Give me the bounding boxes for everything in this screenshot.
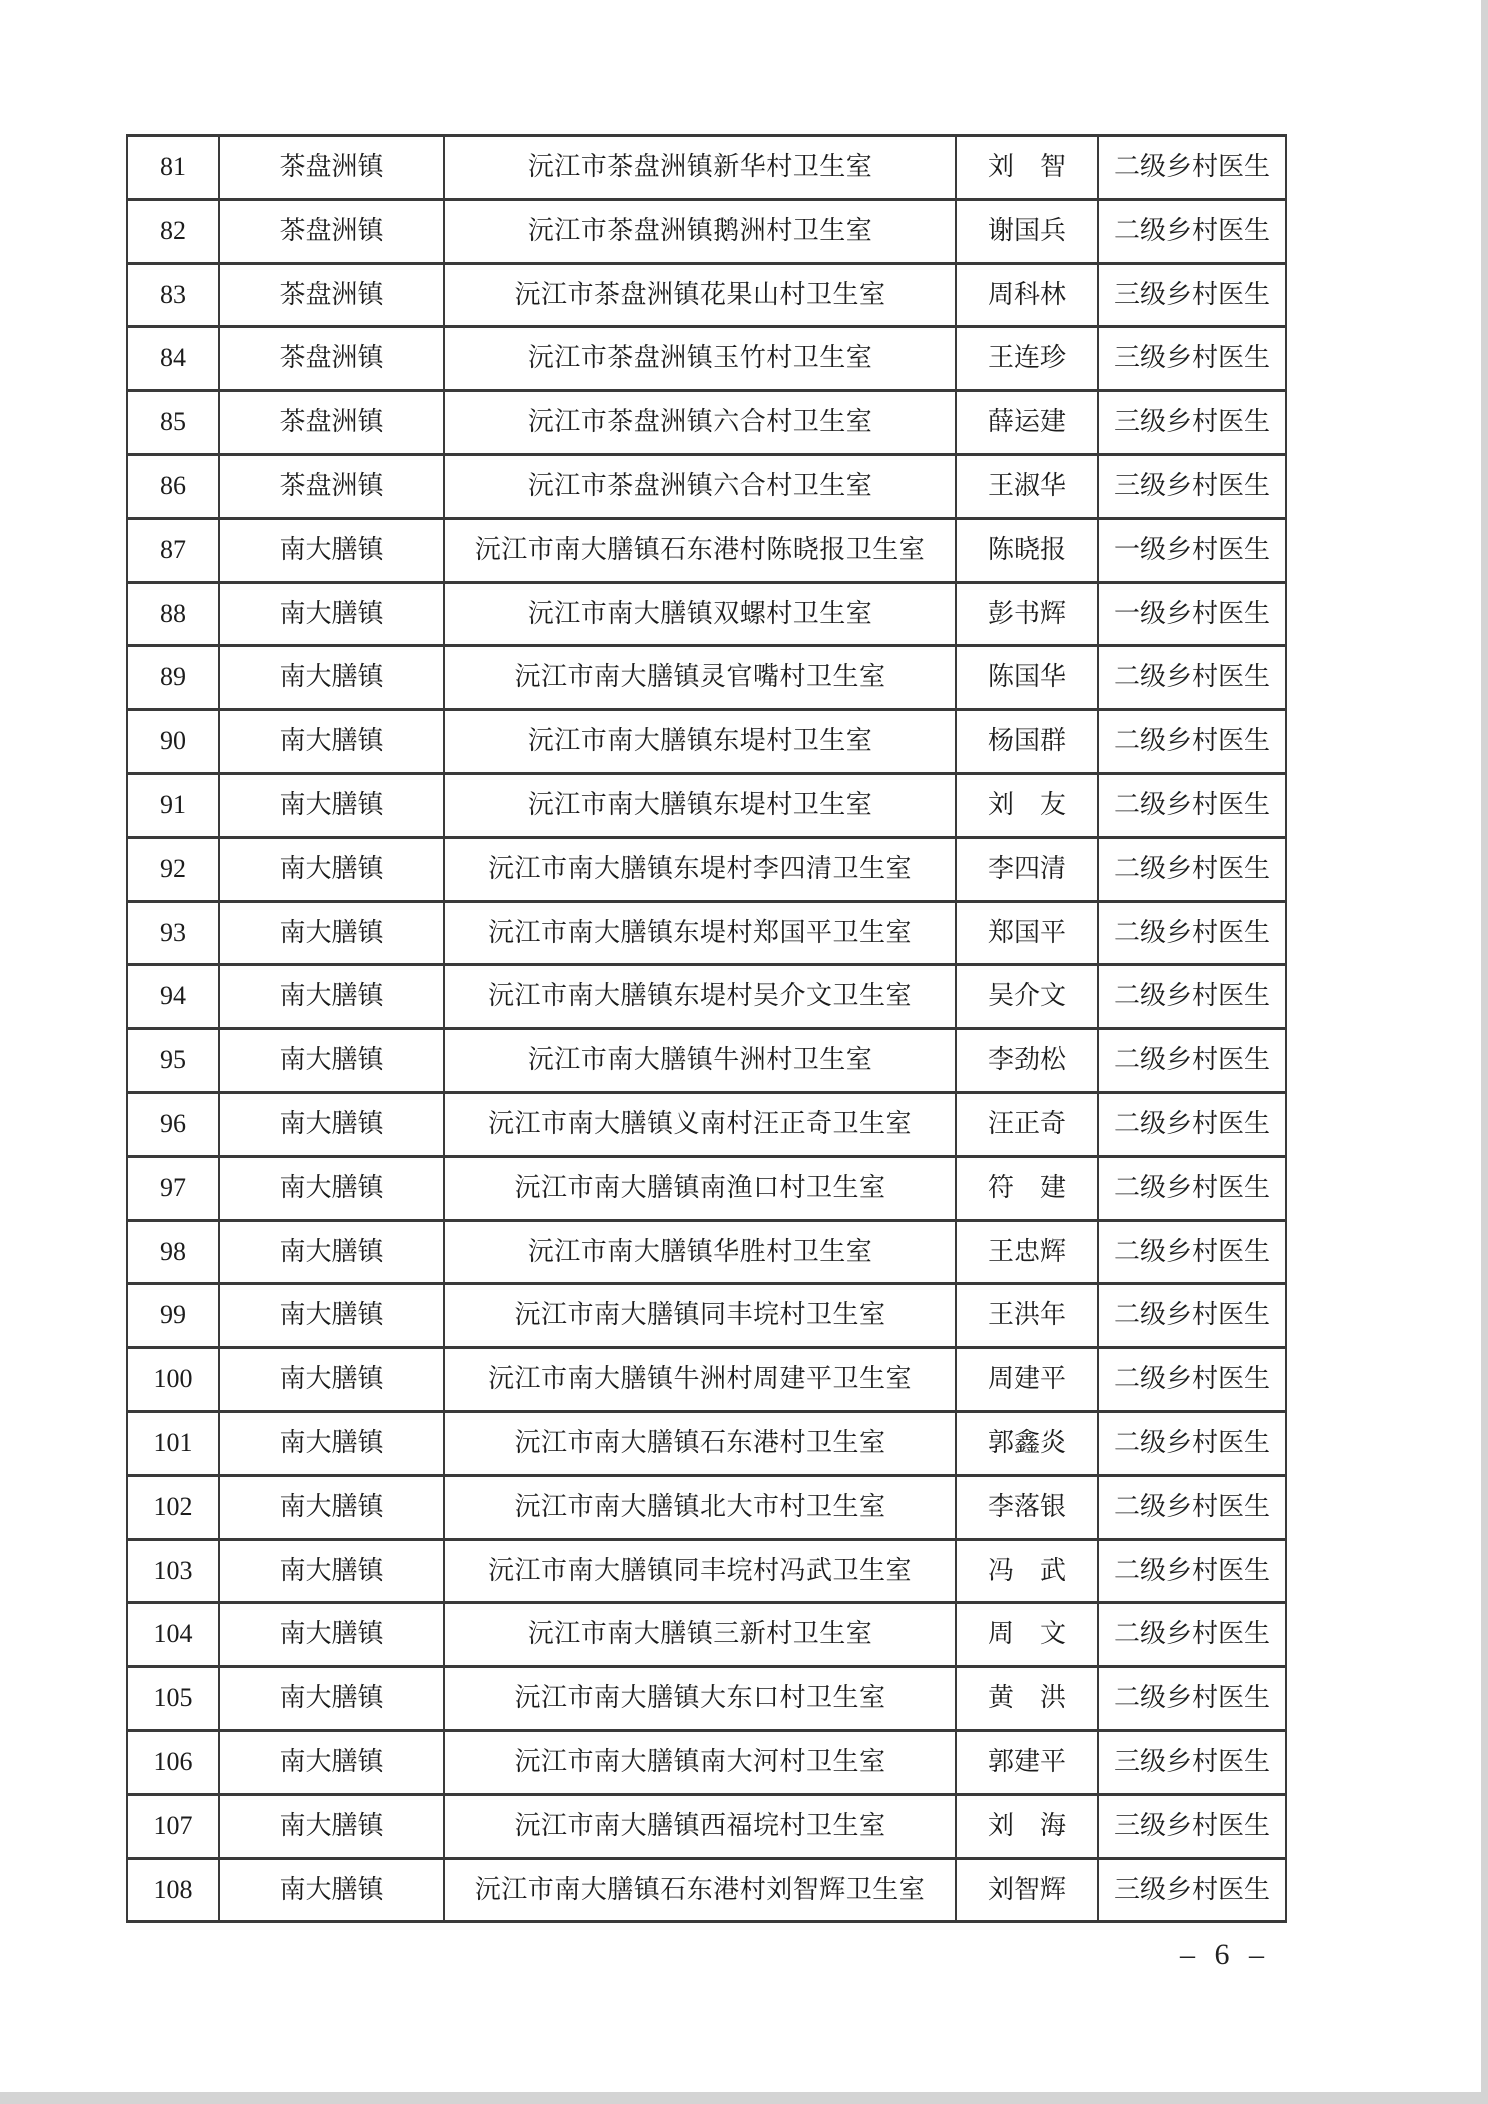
town-cell: 南大膳镇 (219, 710, 444, 774)
row-number-cell: 91 (127, 773, 219, 837)
table-row (127, 1539, 1286, 1603)
doctor-name-cell: 李劲松 (956, 1029, 1098, 1093)
clinic-name-cell: 沅江市南大膳镇华胜村卫生室 (444, 1220, 956, 1284)
clinic-name-cell: 沅江市南大膳镇东堤村李四清卫生室 (444, 837, 956, 901)
doctor-name-cell: 冯 武 (956, 1539, 1098, 1603)
clinic-name-cell: 沅江市南大膳镇义南村汪正奇卫生室 (444, 1092, 956, 1156)
doctor-name-cell: 李四清 (956, 837, 1098, 901)
clinic-name-cell: 沅江市南大膳镇石东港村卫生室 (444, 1411, 956, 1475)
clinic-name-cell: 沅江市南大膳镇大东口村卫生室 (444, 1667, 956, 1731)
doctor-name-cell: 薛运建 (956, 391, 1098, 455)
clinic-name-cell: 沅江市南大膳镇灵官嘴村卫生室 (444, 646, 956, 710)
table-row (127, 773, 1286, 837)
table-row (127, 1220, 1286, 1284)
clinic-name-cell: 沅江市南大膳镇石东港村陈晓报卫生室 (444, 518, 956, 582)
row-number-cell: 105 (127, 1667, 219, 1731)
doctor-level-cell: 二级乡村医生 (1098, 1603, 1286, 1667)
row-number-cell: 89 (127, 646, 219, 710)
doctor-level-cell: 二级乡村医生 (1098, 1092, 1286, 1156)
scan-edge-bottom (0, 2092, 1488, 2104)
doctor-name-cell: 周 文 (956, 1603, 1098, 1667)
clinic-name-cell: 沅江市茶盘洲镇六合村卫生室 (444, 391, 956, 455)
clinic-name-cell: 沅江市茶盘洲镇新华村卫生室 (444, 136, 956, 200)
row-number-cell: 86 (127, 454, 219, 518)
doctor-level-cell: 二级乡村医生 (1098, 1475, 1286, 1539)
clinic-name-cell: 沅江市南大膳镇东堤村吴介文卫生室 (444, 965, 956, 1029)
doctor-name-cell: 王忠辉 (956, 1220, 1098, 1284)
town-cell: 南大膳镇 (219, 1667, 444, 1731)
table-row (127, 1730, 1286, 1794)
table-row (127, 263, 1286, 327)
doctor-level-cell: 二级乡村医生 (1098, 199, 1286, 263)
doctor-name-cell: 汪正奇 (956, 1092, 1098, 1156)
clinic-name-cell: 沅江市南大膳镇东堤村卫生室 (444, 773, 956, 837)
row-number-cell: 101 (127, 1411, 219, 1475)
town-cell: 南大膳镇 (219, 837, 444, 901)
row-number-cell: 82 (127, 199, 219, 263)
doctor-level-cell: 二级乡村医生 (1098, 1411, 1286, 1475)
town-cell: 南大膳镇 (219, 1475, 444, 1539)
row-number-cell: 96 (127, 1092, 219, 1156)
table-row (127, 1029, 1286, 1093)
row-number-cell: 107 (127, 1794, 219, 1858)
row-number-cell: 92 (127, 837, 219, 901)
table-row (127, 965, 1286, 1029)
row-number-cell: 100 (127, 1348, 219, 1412)
town-cell: 南大膳镇 (219, 1603, 444, 1667)
town-cell: 南大膳镇 (219, 1794, 444, 1858)
page-number: – 6 – (1180, 1938, 1270, 1971)
doctor-name-cell: 李落银 (956, 1475, 1098, 1539)
table-row (127, 1156, 1286, 1220)
clinic-name-cell: 沅江市茶盘洲镇鹅洲村卫生室 (444, 199, 956, 263)
doctor-name-cell: 陈晓报 (956, 518, 1098, 582)
town-cell: 茶盘洲镇 (219, 454, 444, 518)
row-number-cell: 88 (127, 582, 219, 646)
doctor-level-cell: 三级乡村医生 (1098, 1794, 1286, 1858)
town-cell: 茶盘洲镇 (219, 199, 444, 263)
row-number-cell: 83 (127, 263, 219, 327)
doctor-name-cell: 刘智辉 (956, 1858, 1098, 1922)
doctor-name-cell: 王洪年 (956, 1284, 1098, 1348)
doctor-name-cell: 吴介文 (956, 965, 1098, 1029)
table-row (127, 454, 1286, 518)
clinic-name-cell: 沅江市南大膳镇三新村卫生室 (444, 1603, 956, 1667)
town-cell: 南大膳镇 (219, 1092, 444, 1156)
town-cell: 南大膳镇 (219, 1348, 444, 1412)
row-number-cell: 97 (127, 1156, 219, 1220)
clinic-name-cell: 沅江市南大膳镇南渔口村卫生室 (444, 1156, 956, 1220)
table-row (127, 1603, 1286, 1667)
doctor-level-cell: 二级乡村医生 (1098, 1667, 1286, 1731)
town-cell: 南大膳镇 (219, 582, 444, 646)
village-doctors-table (126, 134, 1287, 1923)
doctor-level-cell: 三级乡村医生 (1098, 454, 1286, 518)
doctor-level-cell: 二级乡村医生 (1098, 773, 1286, 837)
clinic-name-cell: 沅江市南大膳镇东堤村卫生室 (444, 710, 956, 774)
clinic-name-cell: 沅江市茶盘洲镇花果山村卫生室 (444, 263, 956, 327)
town-cell: 南大膳镇 (219, 901, 444, 965)
row-number-cell: 95 (127, 1029, 219, 1093)
row-number-cell: 108 (127, 1858, 219, 1922)
doctor-level-cell: 一级乡村医生 (1098, 518, 1286, 582)
doctor-name-cell: 周科林 (956, 263, 1098, 327)
doctor-level-cell: 二级乡村医生 (1098, 1156, 1286, 1220)
clinic-name-cell: 沅江市南大膳镇牛洲村卫生室 (444, 1029, 956, 1093)
doctor-level-cell: 三级乡村医生 (1098, 1858, 1286, 1922)
row-number-cell: 103 (127, 1539, 219, 1603)
doctor-level-cell: 二级乡村医生 (1098, 837, 1286, 901)
town-cell: 茶盘洲镇 (219, 391, 444, 455)
doctor-name-cell: 郭鑫炎 (956, 1411, 1098, 1475)
clinic-name-cell: 沅江市南大膳镇南大河村卫生室 (444, 1730, 956, 1794)
town-cell: 南大膳镇 (219, 1858, 444, 1922)
row-number-cell: 85 (127, 391, 219, 455)
clinic-name-cell: 沅江市南大膳镇同丰垸村冯武卫生室 (444, 1539, 956, 1603)
table-row (127, 1411, 1286, 1475)
table-body (127, 136, 1286, 1922)
table-row (127, 837, 1286, 901)
doctor-level-cell: 三级乡村医生 (1098, 327, 1286, 391)
table-row (127, 518, 1286, 582)
doctor-name-cell: 陈国华 (956, 646, 1098, 710)
doctor-name-cell: 郭建平 (956, 1730, 1098, 1794)
town-cell: 南大膳镇 (219, 646, 444, 710)
table-row (127, 1858, 1286, 1922)
town-cell: 南大膳镇 (219, 1730, 444, 1794)
row-number-cell: 104 (127, 1603, 219, 1667)
doctor-name-cell: 王连珍 (956, 327, 1098, 391)
table-row (127, 1092, 1286, 1156)
doctor-level-cell: 三级乡村医生 (1098, 263, 1286, 327)
doctor-level-cell: 三级乡村医生 (1098, 1730, 1286, 1794)
scan-edge-right (1481, 0, 1488, 2104)
doctor-level-cell: 二级乡村医生 (1098, 136, 1286, 200)
town-cell: 南大膳镇 (219, 1411, 444, 1475)
doctor-level-cell: 二级乡村医生 (1098, 646, 1286, 710)
clinic-name-cell: 沅江市南大膳镇双螺村卫生室 (444, 582, 956, 646)
table-row (127, 1284, 1286, 1348)
row-number-cell: 98 (127, 1220, 219, 1284)
clinic-name-cell: 沅江市茶盘洲镇玉竹村卫生室 (444, 327, 956, 391)
doctor-level-cell: 二级乡村医生 (1098, 965, 1286, 1029)
doctor-name-cell: 彭书辉 (956, 582, 1098, 646)
row-number-cell: 93 (127, 901, 219, 965)
clinic-name-cell: 沅江市南大膳镇石东港村刘智辉卫生室 (444, 1858, 956, 1922)
town-cell: 南大膳镇 (219, 518, 444, 582)
doctor-level-cell: 二级乡村医生 (1098, 710, 1286, 774)
doctor-name-cell: 黄 洪 (956, 1667, 1098, 1731)
town-cell: 南大膳镇 (219, 1284, 444, 1348)
doctor-name-cell: 刘 友 (956, 773, 1098, 837)
doctor-level-cell: 二级乡村医生 (1098, 901, 1286, 965)
doctor-level-cell: 二级乡村医生 (1098, 1284, 1286, 1348)
row-number-cell: 106 (127, 1730, 219, 1794)
clinic-name-cell: 沅江市南大膳镇东堤村郑国平卫生室 (444, 901, 956, 965)
table-row (127, 901, 1286, 965)
doctor-name-cell: 刘 智 (956, 136, 1098, 200)
doctor-level-cell: 二级乡村医生 (1098, 1348, 1286, 1412)
town-cell: 茶盘洲镇 (219, 263, 444, 327)
row-number-cell: 102 (127, 1475, 219, 1539)
table-row (127, 136, 1286, 200)
doctor-name-cell: 周建平 (956, 1348, 1098, 1412)
doctor-name-cell: 谢国兵 (956, 199, 1098, 263)
row-number-cell: 81 (127, 136, 219, 200)
doctor-name-cell: 郑国平 (956, 901, 1098, 965)
doctor-level-cell: 二级乡村医生 (1098, 1220, 1286, 1284)
row-number-cell: 84 (127, 327, 219, 391)
town-cell: 南大膳镇 (219, 1156, 444, 1220)
town-cell: 茶盘洲镇 (219, 327, 444, 391)
table-row (127, 710, 1286, 774)
doctor-level-cell: 二级乡村医生 (1098, 1539, 1286, 1603)
table-row (127, 327, 1286, 391)
doctor-level-cell: 三级乡村医生 (1098, 391, 1286, 455)
row-number-cell: 90 (127, 710, 219, 774)
town-cell: 茶盘洲镇 (219, 136, 444, 200)
clinic-name-cell: 沅江市南大膳镇北大市村卫生室 (444, 1475, 956, 1539)
table-row (127, 199, 1286, 263)
town-cell: 南大膳镇 (219, 1029, 444, 1093)
table-row (127, 1475, 1286, 1539)
clinic-name-cell: 沅江市南大膳镇西福垸村卫生室 (444, 1794, 956, 1858)
doctor-name-cell: 刘 海 (956, 1794, 1098, 1858)
town-cell: 南大膳镇 (219, 1220, 444, 1284)
table-row (127, 1794, 1286, 1858)
row-number-cell: 99 (127, 1284, 219, 1348)
row-number-cell: 87 (127, 518, 219, 582)
table-row (127, 1667, 1286, 1731)
doctor-level-cell: 一级乡村医生 (1098, 582, 1286, 646)
table-row (127, 582, 1286, 646)
table-row (127, 1348, 1286, 1412)
table-row (127, 391, 1286, 455)
doctor-level-cell: 二级乡村医生 (1098, 1029, 1286, 1093)
table-row (127, 646, 1286, 710)
town-cell: 南大膳镇 (219, 773, 444, 837)
doctor-name-cell: 符 建 (956, 1156, 1098, 1220)
doctor-name-cell: 杨国群 (956, 710, 1098, 774)
clinic-name-cell: 沅江市南大膳镇牛洲村周建平卫生室 (444, 1348, 956, 1412)
town-cell: 南大膳镇 (219, 965, 444, 1029)
town-cell: 南大膳镇 (219, 1539, 444, 1603)
clinic-name-cell: 沅江市茶盘洲镇六合村卫生室 (444, 454, 956, 518)
row-number-cell: 94 (127, 965, 219, 1029)
doctor-name-cell: 王淑华 (956, 454, 1098, 518)
clinic-name-cell: 沅江市南大膳镇同丰垸村卫生室 (444, 1284, 956, 1348)
